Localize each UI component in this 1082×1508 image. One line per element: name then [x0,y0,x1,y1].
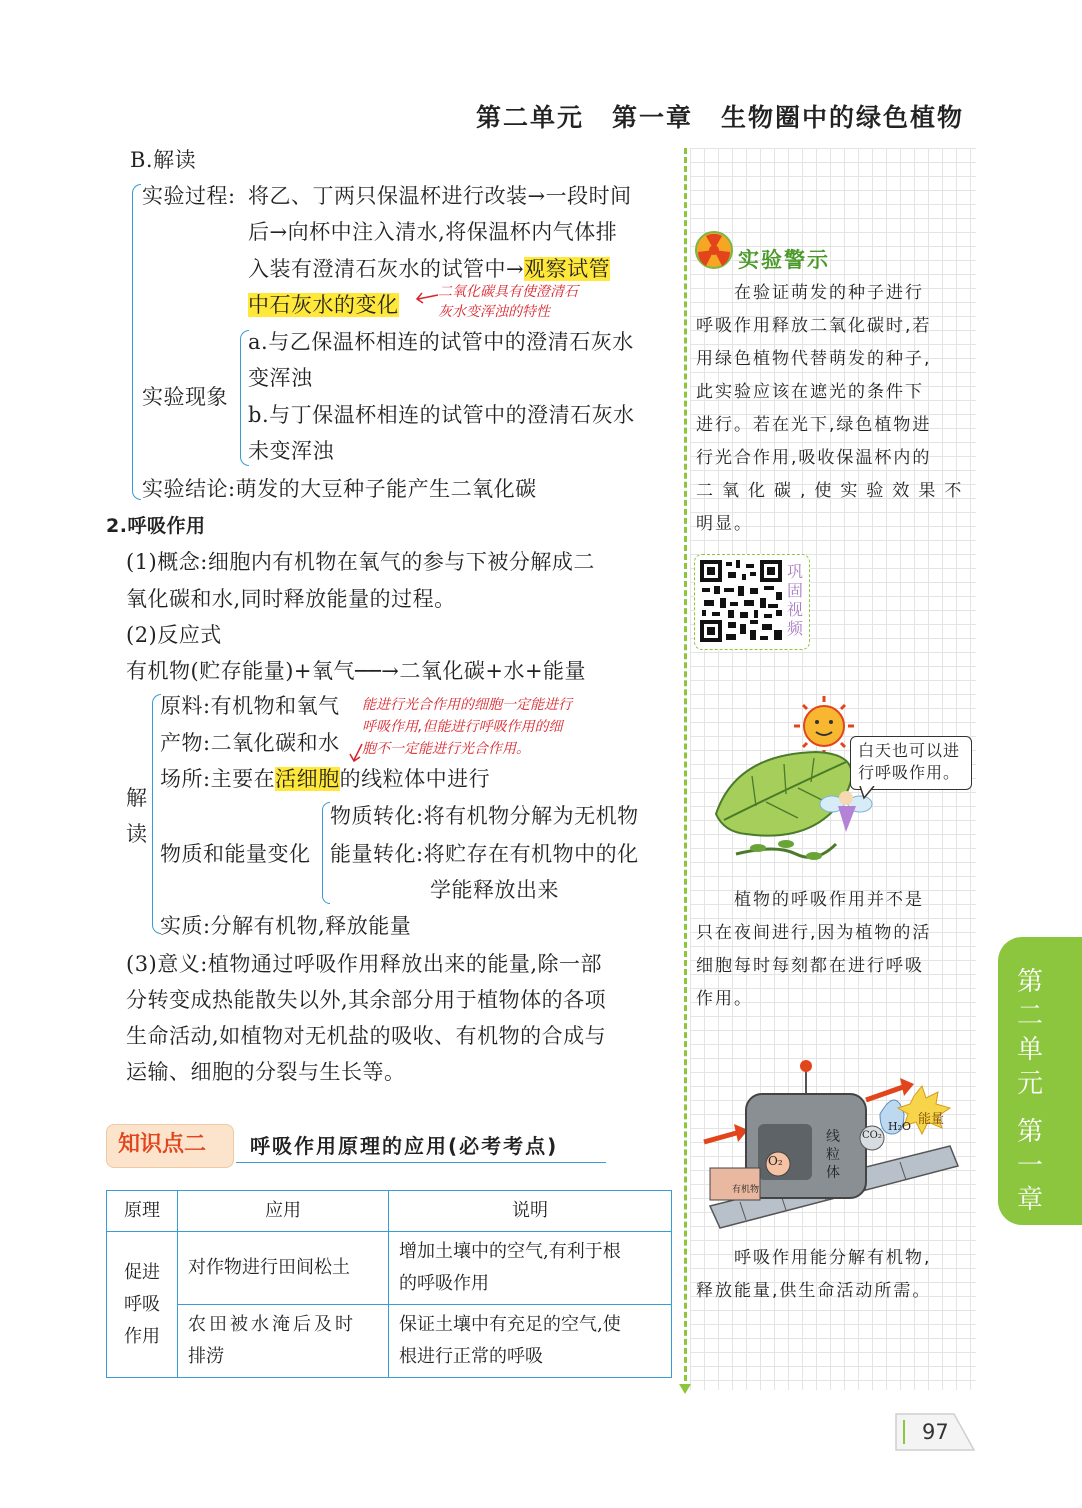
respiration-title: 2.呼吸作用 [106,515,206,537]
row2-app-1: 农田被水淹后及时 [188,1314,356,1335]
speech-bubble-text [858,740,960,784]
note-2-line-1: 能进行光合作用的细胞一定能进行 [362,697,572,713]
energy-label: 能量 [918,1112,945,1127]
conclusion: 实验结论:萌发的大豆种子能产生二氧化碳 [142,477,537,501]
phenomenon-label: 实验现象 [142,385,228,409]
warning-line: 二氧化碳,使实验效果不 [696,481,971,501]
raw-materials: 原料:有机物和氧气 [160,694,340,718]
interp-label-2: 读 [126,822,148,846]
organic-label: 有机物 [732,1185,760,1195]
location-c: 的线粒体中进行 [339,767,491,791]
qr-label-char: 固 [786,581,803,600]
note-1-line-2: 灰水变浑浊的特性 [438,304,550,320]
night-line: 细胞每时每刻都在进行呼吸 [696,956,924,976]
bubble-line-1: 白天也可以进 [858,741,961,760]
highlight-living-cell: 活细胞 [275,767,340,791]
table-header: 应用 [178,1191,389,1232]
row1-application: 对作物进行田间松土 [178,1232,389,1305]
tab-spacer [1010,1101,1050,1115]
page-number: 97 [922,1420,949,1444]
tab-char: 二 [1016,1001,1043,1031]
warning-title: 实验警示 [738,248,830,272]
process-label: 实验过程: [142,184,236,208]
interp-label-1: 解 [126,786,148,810]
speech-bubble-tail [858,786,878,800]
o2-label: O₂ [768,1154,783,1168]
principle-line-2: 呼吸 [124,1293,160,1315]
row1-desc-1: 增加土壤中的空气,有利于根 [399,1241,621,1262]
bubble-line-2: 行呼吸作用。 [858,763,961,782]
divider-arrow-icon [678,1382,692,1396]
row1-description [389,1232,672,1305]
table-row [107,1232,672,1305]
note-arrow [414,287,440,307]
row2-desc-1: 保证土壤中有充足的空气,使 [399,1314,621,1335]
tab-char: 一 [1016,1151,1043,1181]
mito-char: 线 [826,1129,840,1145]
tab-char: 单 [1016,1035,1043,1065]
row1-desc-2: 的呼吸作用 [399,1273,489,1294]
location-a: 场所:主要在 [160,767,276,791]
warning-line: 明显。 [696,514,753,534]
kp2-title: 呼吸作用原理的应用(必考考点) [250,1134,559,1158]
note-1-line-1: 二氧化碳具有使澄清石 [438,284,578,300]
process-line-1: 将乙、丁两只保温杯进行改装→一段时间 [248,184,632,208]
phenomenon-a-2: 变浑浊 [248,366,313,390]
note-2-line-2: 呼吸作用,但能进行呼吸作用的细 [362,719,563,735]
tab-char: 章 [1016,1185,1043,1215]
phenomenon-b-2: 未变浑浊 [248,439,334,463]
row2-desc-2: 根进行正常的呼吸 [399,1346,543,1367]
concept-line-2: 氧化碳和水,同时释放能量的过程。 [126,587,456,611]
reaction-equation: 有机物(贮存能量)+氧气──→二氧化碳+水+能量 [126,659,587,683]
qr-label-char: 频 [786,619,803,638]
warning-line: 用绿色植物代替萌发的种子, [696,349,932,369]
table-header-row [107,1191,672,1232]
tab-char: 元 [1016,1069,1043,1099]
header-chapter: 第一章 [611,103,693,132]
header-unit: 第二单元 [475,103,584,132]
mito-label [826,1128,840,1182]
warning-line: 此实验应该在遮光的条件下 [696,382,924,402]
chapter-side-tab-text [1010,965,1050,1217]
qr-code-icon[interactable] [698,558,784,644]
tab-char: 第 [1016,1117,1043,1147]
h2o-label: H₂O [888,1120,912,1133]
co2-label: CO₂ [862,1130,882,1141]
location [160,765,490,793]
mito-char: 体 [826,1165,840,1181]
meaning-line-4: 运输、细胞的分裂与生长等。 [126,1060,406,1084]
warning-line: 呼吸作用释放二氧化碳时,若 [696,316,932,336]
night-text [696,884,974,1016]
qr-label-char: 巩 [786,562,803,581]
row2-description [389,1305,672,1378]
matter-conversion: 物质转化:将有机物分解为无机物 [330,804,639,828]
brace-change [322,802,330,904]
warning-text [696,277,974,541]
warning-icon [694,230,734,270]
qr-label[interactable] [786,562,804,638]
mito-char: 粒 [826,1147,840,1163]
qr-label-char: 视 [786,600,803,619]
sidebar-divider [684,148,687,1390]
phenomenon-b-1: b.与丁保温杯相连的试管中的澄清石灰水 [248,403,635,427]
tab-char: 第 [1016,967,1043,997]
warning-line: 在验证萌发的种子进行 [696,283,924,303]
process-line-3a: 入装有澄清石灰水的试管中→ [248,257,525,281]
kp2-underline [236,1162,606,1163]
table-row [107,1305,672,1378]
meaning-line-3: 生命活动,如植物对无机盐的吸收、有机物的合成与 [126,1024,607,1048]
table-header: 说明 [389,1191,672,1232]
warning-line: 进行。若在光下,绿色植物进 [696,415,932,435]
concept-line-1: (1)概念:细胞内有机物在氧气的参与下被分解成二 [126,550,595,574]
header-title: 生物圈中的绿色植物 [720,103,964,132]
meaning-line-1: (3)意义:植物通过呼吸作用释放出来的能量,除一部 [126,952,602,976]
phenomenon-a-1: a.与乙保温杯相连的试管中的澄清石灰水 [248,330,634,354]
energy-conversion-2: 学能释放出来 [430,878,559,902]
essence: 实质:分解有机物,释放能量 [160,914,412,938]
row2-app-2: 排涝 [188,1346,224,1367]
application-table [106,1190,672,1378]
factory-text [696,1242,974,1308]
warning-line: 行光合作用,吸收保温杯内的 [696,448,932,468]
principle-line-3: 作用 [124,1325,160,1347]
leaf-icon [716,752,852,836]
night-line: 植物的呼吸作用并不是 [696,890,924,910]
products: 产物:二氧化碳和水 [160,731,340,755]
reaction-label: (2)反应式 [126,623,222,647]
highlight-change: 中石灰水的变化 [248,293,399,317]
highlight-observe: 观察试管 [524,257,611,281]
page-header [448,98,964,134]
night-line: 只在夜间进行,因为植物的活 [696,923,932,943]
process-line-2: 后→向杯中注入清水,将保温杯内气体排 [248,220,618,244]
row2-application [178,1305,389,1378]
table-header: 原理 [107,1191,178,1232]
change-label: 物质和能量变化 [160,842,311,866]
sun-icon [794,696,854,756]
principle-cell [107,1232,178,1378]
note-2-line-3: 胞不一定能进行光合作用。 [362,741,530,757]
kp2-badge: 知识点二 [118,1132,207,1157]
process-line-3 [248,255,610,283]
energy-conversion-1: 能量转化:将贮存在有机物中的化 [330,842,639,866]
meaning-line-2: 分转变成热能散失以外,其余部分用于植物体的各项 [126,988,607,1012]
principle-line-1: 促进 [124,1261,160,1283]
note-2-arrow [348,742,368,764]
section-b-title: B.解读 [130,148,197,172]
factory-line: 呼吸作用能分解有机物, [696,1248,932,1268]
brace-b [132,184,141,500]
night-line: 作用。 [696,989,753,1009]
process-line-4 [248,291,399,319]
factory-line: 释放能量,供生命活动所需。 [696,1281,932,1301]
